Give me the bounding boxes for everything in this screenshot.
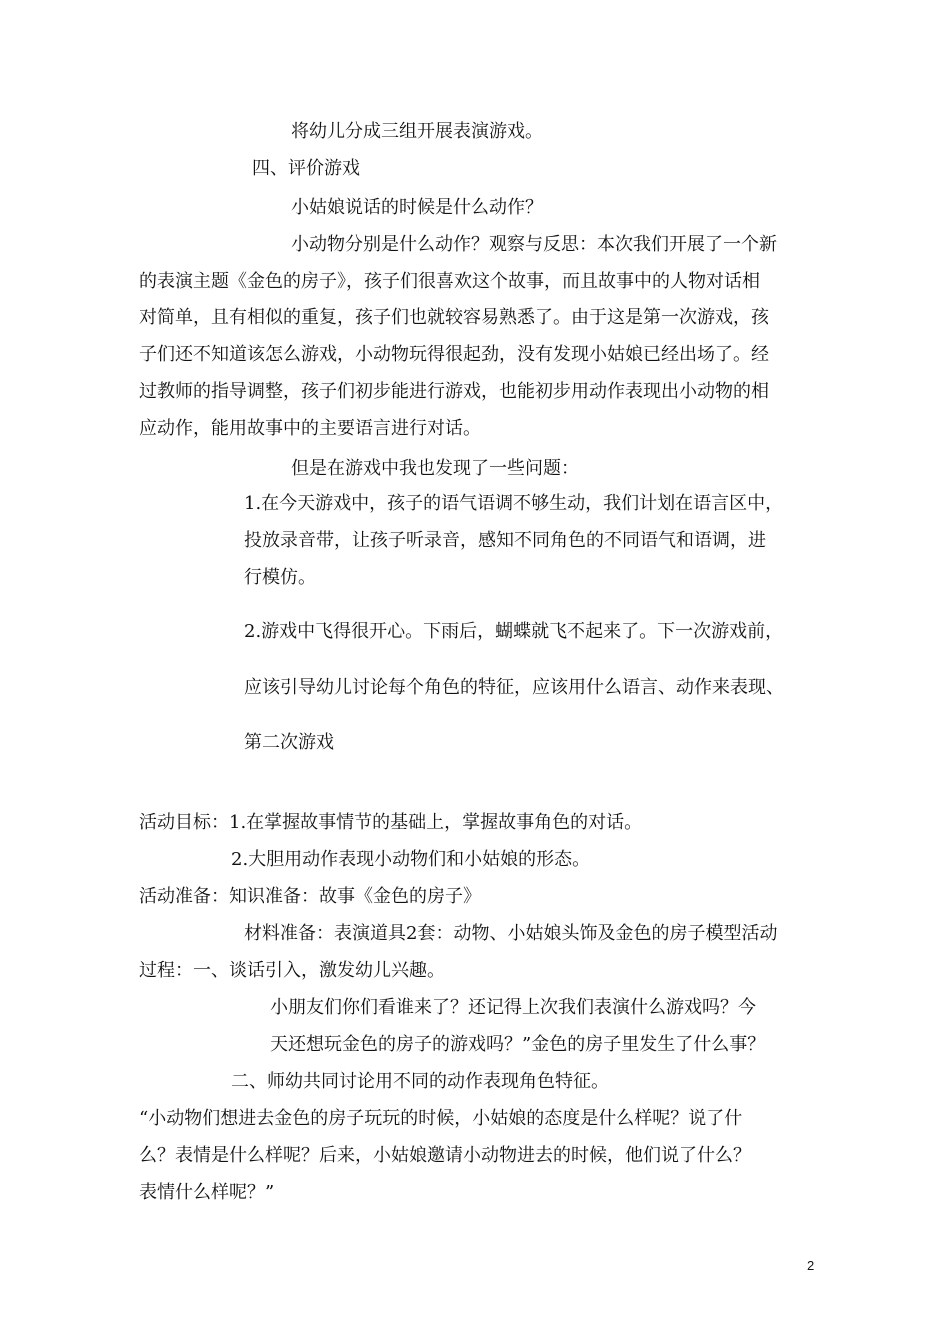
page-number: 2	[807, 1258, 815, 1273]
text-line: 子们还不知道该怎么游戏，小动物玩得很起劲，没有发现小姑娘已经出场了。经	[139, 344, 769, 365]
text-line: 表情什么样呢？”	[139, 1182, 275, 1203]
text-line: 但是在游戏中我也发现了一些问题：	[291, 458, 579, 479]
text-line: 小姑娘说话的时候是什么动作？	[291, 197, 543, 218]
section-heading: 四、评价游戏	[252, 158, 360, 179]
text-line: 应该引导幼儿讨论每个角色的特征，应该用什么语言、动作来表现、	[244, 677, 784, 698]
text-line: 对简单，且有相似的重复，孩子们也就较容易熟悉了。由于这是第一次游戏，孩	[139, 307, 769, 328]
text-line: 过程：一、谈话引入，激发幼儿兴趣。	[139, 960, 445, 981]
text-line: 二、师幼共同讨论用不同的动作表现角色特征。	[231, 1071, 609, 1092]
text-line: 材料准备：表演道具2套：动物、小姑娘头饰及金色的房子模型活动	[244, 923, 778, 944]
text-line: 活动目标：1.在掌握故事情节的基础上，掌握故事角色的对话。	[139, 812, 643, 833]
text-line: 的表演主题《金色的房子》，孩子们很喜欢这个故事，而且故事中的人物对话相	[139, 271, 760, 292]
text-line: 么？表情是什么样呢？后来，小姑娘邀请小动物进去的时候，他们说了什么？	[139, 1145, 751, 1166]
text-line: 小朋友们你们看谁来了？还记得上次我们表演什么游戏吗？今	[270, 997, 756, 1018]
text-line: 天还想玩金色的房子的游戏吗？”金色的房子里发生了什么事？	[270, 1034, 766, 1055]
text-line: 2.大胆用动作表现小动物们和小姑娘的形态。	[231, 849, 591, 870]
text-line: 过教师的指导调整，孩子们初步能进行游戏，也能初步用动作表现出小动物的相	[139, 381, 769, 402]
text-line: 1.在今天游戏中，孩子的语气语调不够生动，我们计划在语言区中，	[244, 493, 784, 514]
text-line: 将幼儿分成三组开展表演游戏。	[291, 121, 543, 142]
text-line: “小动物们想进去金色的房子玩玩的时候，小姑娘的态度是什么样呢？说了什	[139, 1108, 743, 1129]
text-line: 应动作，能用故事中的主要语言进行对话。	[139, 418, 481, 439]
text-line: 2.游戏中飞得很开心。下雨后，蝴蝶就飞不起来了。下一次游戏前，	[244, 621, 784, 642]
text-line: 小动物分别是什么动作？观察与反思：本次我们开展了一个新	[291, 234, 777, 255]
text-line: 行模仿。	[244, 567, 316, 588]
section-heading: 第二次游戏	[244, 732, 334, 753]
text-line: 活动准备：知识准备：故事《金色的房子》	[139, 886, 481, 907]
text-line: 投放录音带，让孩子听录音，感知不同角色的不同语气和语调，进	[244, 530, 766, 551]
